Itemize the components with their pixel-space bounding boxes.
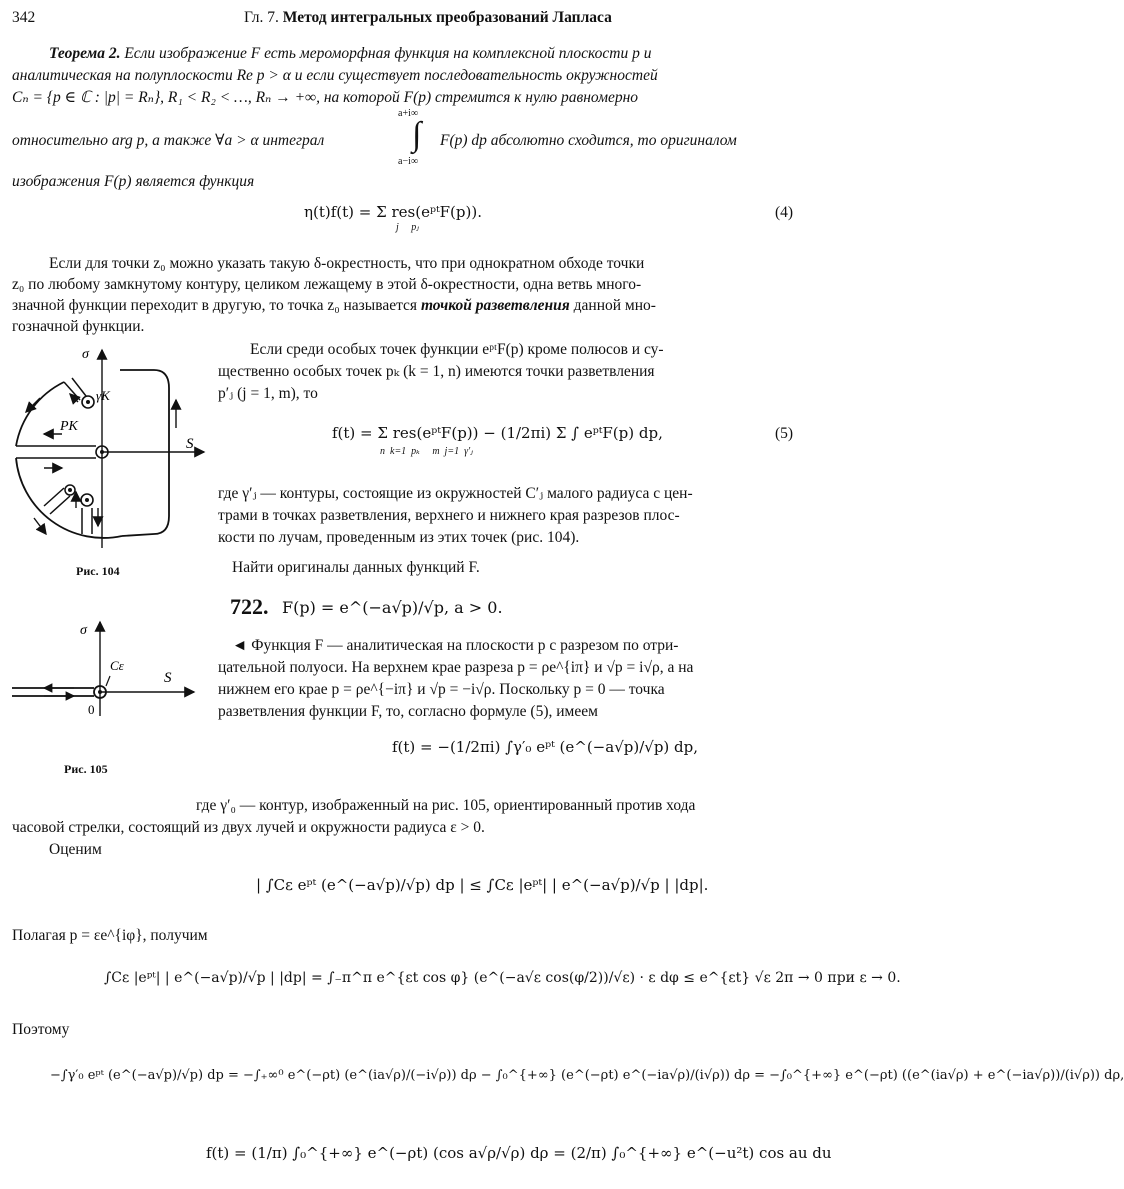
integral-upper-limit: a+i∞ — [398, 108, 418, 119]
problem-number: 722. — [230, 594, 269, 619]
figure-105 — [4, 616, 200, 738]
theorem-line1 — [49, 44, 652, 64]
running-header — [244, 8, 612, 28]
branch-line3-end: данной мно- — [573, 297, 656, 314]
fig105-s-label: S — [164, 670, 172, 686]
estimate-label: Оценим — [49, 841, 102, 858]
theorem-label: Теорема 2. — [49, 45, 121, 62]
page-number: 342 — [12, 9, 36, 26]
solution-line3: нижнем его крае p = ρe^{−iπ} и √p = −i√ρ. Поскольку p = 0 — точка — [218, 681, 665, 698]
formula-f-integral: f(t) = −(1/2πi) ∫γ′₀ eᵖᵗ (e^(−a√p)/√p) dp, — [392, 738, 699, 756]
branch-point-term: точкой разветвления — [420, 297, 570, 314]
branch-line3 — [12, 296, 656, 316]
singular-line3: p′ⱼ (j = 1, m), то — [218, 385, 318, 402]
problem-formula: F(p) = e^(−a√p)/√p, a > 0. — [282, 598, 503, 617]
fig104-gamma-label: γK — [96, 388, 110, 403]
fig105-sigma-label: σ — [80, 623, 87, 638]
theorem-line5: изображения F(p) является функция — [12, 173, 255, 190]
formula-4-subscripts: j pⱼ — [396, 222, 419, 233]
contour-right — [120, 370, 169, 536]
formula-final: f(t) = (1/π) ∫₀^{+∞} e^(−ρt) (cos a√ρ/√ρ) dρ = (2/π) ∫₀^{+∞} e^(−u²t) cos au du — [206, 1144, 832, 1162]
theorem-line2: аналитическая на полуплоскости Re p > α и если существует последовательность окружностей — [12, 67, 658, 84]
where-line3: кости по лучам, проведенным из этих точек (рис. 104). — [218, 529, 580, 546]
formula-5-limits: n k=1 pₖ m j=1 γ′ⱼ — [380, 446, 473, 457]
branch-line2: z₀ по любому замкнутому контуру, целиком лежащему в этой δ-окрестности, одна ветвь много- — [12, 276, 642, 293]
theorem-line4b: F(p) dp абсолютно сходится, то оригиналом — [440, 132, 737, 149]
theorem-line3: Cₙ = {p ∈ ℂ : |p| = Rₙ}, R₁ < R₂ < …, Rₙ → +∞, на которой F(p) стремится к нулю равномерно — [12, 89, 639, 106]
fig104-sigma-label: σ — [82, 347, 89, 362]
theorem-text-1: Если изображение F есть мероморфная функция на комплексной плоскости p и — [124, 45, 652, 62]
branch-line1: Если для точки z₀ можно указать такую δ-окрестность, что при однократном обходе точки — [49, 255, 645, 272]
theorem-line4a: относительно arg p, а также ∀a > α интеграл — [12, 132, 325, 149]
singular-line1: Если среди особых точек функции eᵖᵗF(p) кроме полюсов и су- — [250, 341, 664, 358]
formula-bound: ∫Cε |eᵖᵗ| | e^(−a√p)/√p | |dp| = ∫₋π^π e^{εt cos φ} (e^(−a√ε cos(φ/2))/√ε) · ε dφ ≤ e^{εt} √ε 2π → 0 при ε → 0. — [104, 970, 901, 986]
contour-line1: где γ′₀ — контур, изображенный на рис. 105, ориентированный против хода — [196, 797, 696, 814]
singular-line2: щественно особых точек pₖ (k = 1, n) имеются точки разветвления — [218, 363, 655, 380]
formula-split: −∫γ′₀ eᵖᵗ (e^(−a√p)/√p) dp = −∫₊∞⁰ e^(−ρt) (e^(ia√ρ)/(−i√ρ)) dρ − ∫₀^{+∞} (e^(−ρt) e^(−ia√ρ)/(i√ρ)) dρ = −∫₀^{+∞} e^(−ρt) ((e^(ia√ρ) + e^(−ia√ρ))/(i√ρ)) dρ, — [50, 1068, 1124, 1083]
fig105-c-eps-label: Cε — [110, 658, 124, 673]
formula-estimate: | ∫Cε eᵖᵗ (e^(−a√p)/√p) dp | ≤ ∫Cε |eᵖᵗ| | e^(−a√p)/√p | |dp|. — [256, 876, 709, 894]
solution-line4: разветвления функции F, то, согласно формуле (5), имеем — [218, 703, 598, 720]
task-intro: Найти оригиналы данных функций F. — [232, 559, 480, 576]
where-line2: трами в точках разветвления, верхнего и нижнего края разрезов плос- — [218, 507, 680, 524]
therefore-label: Поэтому — [12, 1021, 70, 1038]
running-title-prefix: Гл. 7. — [244, 9, 279, 26]
integral-lower-limit: a−i∞ — [398, 156, 418, 167]
fig104-caption: Рис. 104 — [76, 564, 120, 578]
contour-lower-arc — [16, 458, 122, 538]
formula-4-number: (4) — [775, 204, 794, 221]
contour-line2: часовой стрелки, состоящий из двух лучей и окружности радиуса ε > 0. — [12, 819, 485, 836]
fig104-pk-label: PK — [60, 419, 78, 434]
integral-sign: ∫ — [412, 116, 422, 153]
figure-104 — [4, 338, 212, 570]
put-label: Полагая p = εe^{iφ}, получим — [12, 927, 208, 944]
formula-4: η(t)f(t) = Σ res(eᵖᵗF(p)). — [304, 203, 482, 221]
formula-5-number: (5) — [775, 425, 794, 442]
fig105-caption: Рис. 105 — [64, 762, 108, 776]
where-line1: где γ′ⱼ — контуры, состоящие из окружностей C′ⱼ малого радиуса с цен- — [218, 485, 693, 502]
fig105-zero-label: 0 — [88, 702, 95, 717]
solution-line2: цательной полуоси. На верхнем крае разреза p = ρe^{iπ} и √p = i√ρ, а на — [218, 659, 694, 676]
branch-line4: гозначной функции. — [12, 318, 145, 335]
contour-upper-arc — [16, 382, 64, 446]
branch-line3-text: значной функции переходит в другую, то точка z₀ называется — [12, 297, 418, 314]
formula-5: f(t) = Σ res(eᵖᵗF(p)) − (1/2πi) Σ ∫ eᵖᵗF(p) dp, — [332, 424, 663, 442]
solution-line1: ◄ Функция F — аналитическая на плоскости p с разрезом по отри- — [232, 637, 679, 654]
running-title: Метод интегральных преобразований Лапласа — [282, 9, 612, 26]
fig104-s-label: S — [186, 436, 194, 452]
